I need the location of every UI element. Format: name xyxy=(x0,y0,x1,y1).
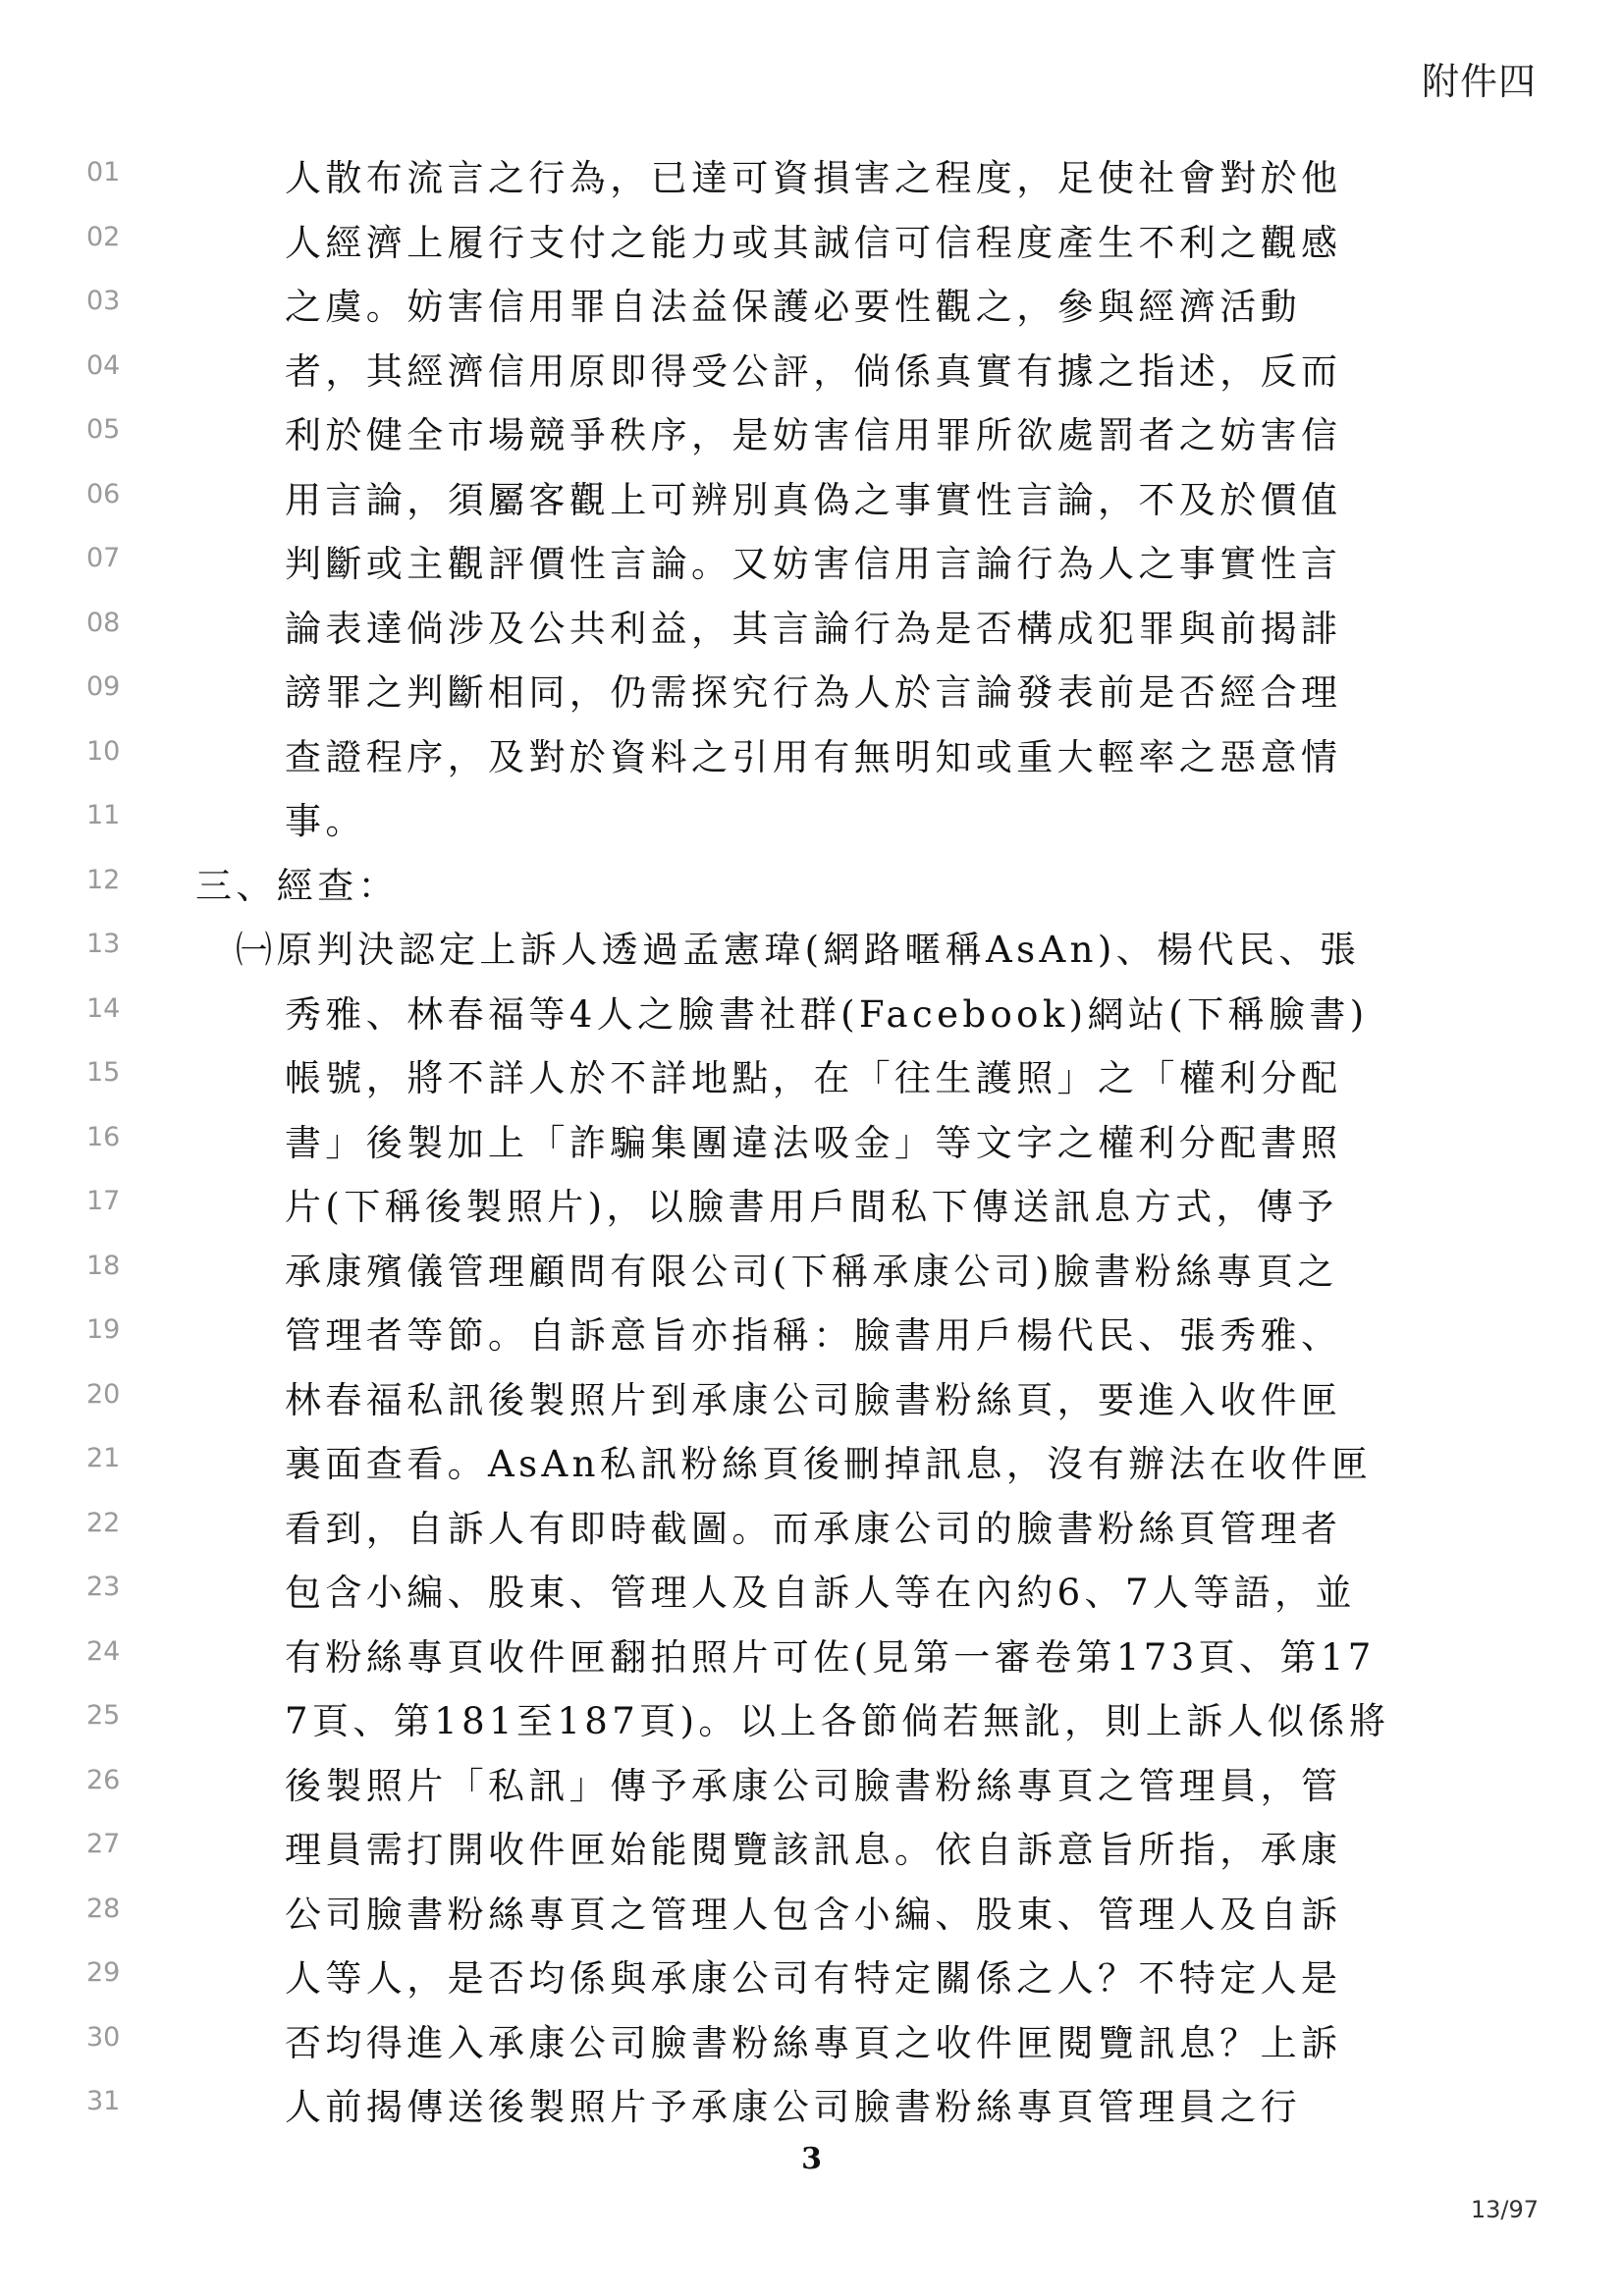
line-text: 三、經查： xyxy=(195,864,399,907)
line-number: 27 xyxy=(86,1829,121,1859)
line-number: 08 xyxy=(86,607,121,638)
line-number: 07 xyxy=(86,543,121,573)
line-text: 否均得進入承康公司臉書粉絲專頁之收件匣閱覽訊息？上訴 xyxy=(285,2021,1342,2064)
document-line xyxy=(0,1308,1623,1373)
line-text: 秀雅、林春福等4人之臉書社群(Facebook)網站(下稱臉書) xyxy=(285,992,1369,1036)
document-line xyxy=(0,730,1623,795)
document-line xyxy=(0,1437,1623,1502)
line-number: 10 xyxy=(86,735,121,767)
document-line xyxy=(0,1823,1623,1888)
line-text: 者，其經濟信用原即得受公評，倘係真實有據之指述，反而 xyxy=(285,349,1342,393)
line-number: 22 xyxy=(86,1507,121,1538)
line-number: 05 xyxy=(86,414,121,445)
line-number: 17 xyxy=(86,1186,121,1216)
line-number: 12 xyxy=(86,864,121,895)
document-line xyxy=(0,1566,1623,1630)
document-line xyxy=(0,1759,1623,1824)
document-line xyxy=(0,859,1623,924)
line-text: 林春福私訊後製照片到承康公司臉書粉絲頁，要進入收件匣 xyxy=(285,1378,1342,1421)
document-line xyxy=(0,151,1623,216)
line-text: 人前揭傳送後製照片予承康公司臉書粉絲專頁管理員之行 xyxy=(285,2086,1301,2128)
line-text: 謗罪之判斷相同，仍需探究行為人於言論發表前是否經合理 xyxy=(285,671,1342,714)
line-text: 7頁、第181至187頁)。以上各節倘若無訛，則上訴人似係將 xyxy=(285,1700,1390,1742)
document-line xyxy=(0,408,1623,473)
line-text: 人等人，是否均係與承康公司有特定關係之人？不特定人是 xyxy=(285,1957,1342,2000)
document-line xyxy=(0,1694,1623,1759)
line-text: 書」後製加上「詐騙集團違法吸金」等文字之權利分配書照 xyxy=(285,1121,1342,1164)
line-text: 事。 xyxy=(285,800,366,842)
document-line xyxy=(0,1180,1623,1245)
line-text: 之虞。妨害信用罪自法益保護必要性觀之，參與經濟活動 xyxy=(285,286,1301,328)
line-text: 看到，自訴人有即時截圖。而承康公司的臉書粉絲頁管理者 xyxy=(285,1507,1342,1550)
line-text: 人散布流言之行為，已達可資損害之程度，足使社會對於他 xyxy=(285,157,1342,199)
line-text: 帳號，將不詳人於不詳地點，在「往生護照」之「權利分配 xyxy=(285,1057,1342,1099)
line-number: 11 xyxy=(86,800,121,830)
document-line xyxy=(0,923,1623,988)
line-number: 04 xyxy=(86,349,121,381)
line-number: 16 xyxy=(86,1121,121,1152)
line-text: 人經濟上履行支付之能力或其誠信可信程度產生不利之觀感 xyxy=(285,221,1342,264)
line-number: 01 xyxy=(86,157,121,187)
line-number: 02 xyxy=(86,221,121,252)
document-line xyxy=(0,1888,1623,1952)
line-number: 28 xyxy=(86,1893,121,1924)
line-number: 20 xyxy=(86,1378,121,1410)
document-line xyxy=(0,1245,1623,1309)
line-text: 承康殯儀管理顧問有限公司(下稱承康公司)臉書粉絲專頁之 xyxy=(285,1250,1338,1293)
line-number: 31 xyxy=(86,2086,121,2116)
line-text: 後製照片「私訊」傳予承康公司臉書粉絲專頁之管理員，管 xyxy=(285,1764,1342,1807)
document-line xyxy=(0,602,1623,667)
document-line xyxy=(0,1051,1623,1116)
document-line xyxy=(0,794,1623,859)
document-line xyxy=(0,988,1623,1052)
document-line xyxy=(0,666,1623,730)
line-number: 24 xyxy=(86,1635,121,1667)
line-text: 包含小編、股東、管理人及自訴人等在內約6、7人等語，並 xyxy=(285,1572,1356,1614)
document-line xyxy=(0,280,1623,345)
document-line xyxy=(0,1630,1623,1695)
line-number: 23 xyxy=(86,1572,121,1602)
document-line xyxy=(0,1373,1623,1438)
line-text: 片(下稱後製照片)，以臉書用戶間私下傳送訊息方式，傳予 xyxy=(285,1186,1338,1228)
line-text: 查證程序，及對於資料之引用有無明知或重大輕率之惡意情 xyxy=(285,735,1342,778)
line-number: 09 xyxy=(86,671,121,702)
line-text: 管理者等節。自訴意旨亦指稱：臉書用戶楊代民、張秀雅、 xyxy=(285,1314,1342,1357)
line-text: 理員需打開收件匣始能閱覽該訊息。依自訴意旨所指，承康 xyxy=(285,1829,1342,1871)
line-text: ㈠原判決認定上訴人透過孟憲瑋(網路暱稱AsAn)、楊代民、張 xyxy=(236,929,1361,971)
line-text: 論表達倘涉及公共利益，其言論行為是否構成犯罪與前揭誹 xyxy=(285,607,1342,650)
document-line xyxy=(0,537,1623,602)
document-line xyxy=(0,2016,1623,2081)
line-number: 19 xyxy=(86,1314,121,1345)
line-number: 14 xyxy=(86,992,121,1024)
document-line xyxy=(0,345,1623,409)
numbered-lines xyxy=(0,151,1623,2145)
line-number: 13 xyxy=(86,929,121,959)
line-text: 有粉絲專頁收件匣翻拍照片可佐(見第一審卷第173頁、第17 xyxy=(285,1635,1376,1679)
line-number: 15 xyxy=(86,1057,121,1088)
document-line xyxy=(0,1116,1623,1181)
line-number: 03 xyxy=(86,286,121,316)
document-line xyxy=(0,2080,1623,2145)
line-text: 用言論，須屬客觀上可辨別真偽之事實性言論，不及於價值 xyxy=(285,478,1342,521)
line-text: 裏面查看。AsAn私訊粉絲頁後刪掉訊息，沒有辦法在收件匣 xyxy=(285,1443,1373,1485)
line-number: 18 xyxy=(86,1250,121,1281)
page-count: 13/97 xyxy=(1470,2196,1539,2223)
line-number: 29 xyxy=(86,1957,121,1988)
line-number: 21 xyxy=(86,1443,121,1473)
line-number: 26 xyxy=(86,1764,121,1795)
line-number: 06 xyxy=(86,478,121,509)
line-number: 30 xyxy=(86,2021,121,2053)
line-number: 25 xyxy=(86,1700,121,1731)
attachment-label: 附件四 xyxy=(1421,60,1537,103)
line-text: 判斷或主觀評價性言論。又妨害信用言論行為人之事實性言 xyxy=(285,543,1342,585)
document-line xyxy=(0,216,1623,281)
line-text: 公司臉書粉絲專頁之管理人包含小編、股東、管理人及自訴 xyxy=(285,1893,1342,1936)
page-number: 3 xyxy=(801,2142,822,2176)
document-line xyxy=(0,1502,1623,1567)
document-line xyxy=(0,1951,1623,2016)
document-line xyxy=(0,473,1623,538)
line-text: 利於健全市場競爭秩序，是妨害信用罪所欲處罰者之妨害信 xyxy=(285,414,1342,456)
